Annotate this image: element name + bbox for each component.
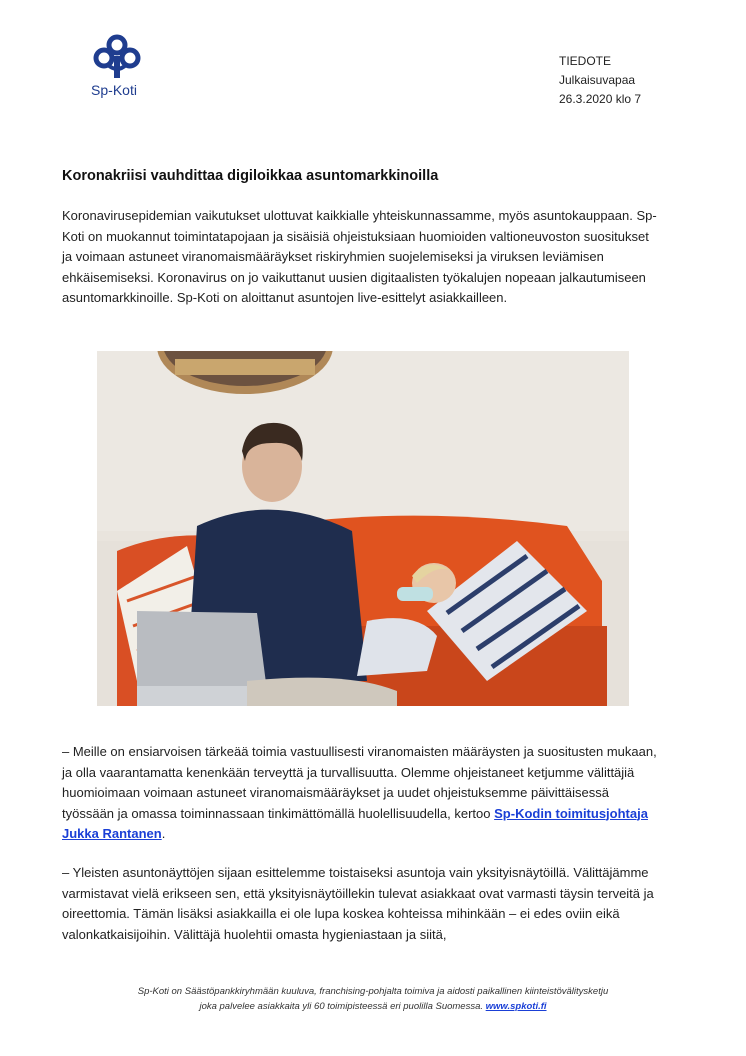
website-link[interactable]: www.spkoti.fi (485, 1001, 547, 1012)
quote-text: – Meille on ensiarvoisen tärkeää toimia vastuullisesti viranomaisten määräysten ja suositusten mukaan, ja olla vaarantamatta kenenkään terveyttä ja turvallisuutta. Olemme ohjeistaneet ketjumme välittäjiä huomioimaan voimaan astuneet viranomaismääräykset ja uudet ohjeistuksemme päivittäisessä työssään ja omassa toiminnassaan tinkimättömällä huolellisuudella, kertoo (62, 744, 657, 821)
showings-paragraph: – Yleisten asuntonäyttöjen sijaan esittelemme toistaiseksi asuntoja vain yksityisnäytöillä. Välittäjämme varmistavat vielä erikseen sen, että yksityisnäytöillekin tulevat asiakkaat ovat varmasti täysin terveitä ja oireettomia. Tämän lisäksi asiakkailla ei ole lupa koskea kohteissa mihinkään – ei edes oviin eikä valonkatkaisijoihin. Välittäjä huolehtii omasta hygieniastaan ja siitä, (62, 865, 654, 942)
doc-type: TIEDOTE (559, 54, 612, 68)
footer-line-1: Sp-Koti on Säästöpankkiryhmään kuuluva, franchising-pohjalta toimiva ja aidosti paikallinen kiinteistövälitysketju (137, 986, 609, 997)
release-date: 26.3.2020 klo 7 (559, 92, 642, 106)
logo-wordmark: Sp-Koti (91, 82, 137, 98)
release-status: Julkaisuvapaa (559, 73, 636, 87)
press-release-meta (559, 52, 641, 109)
footer-line-2 (0, 999, 746, 1014)
intro-paragraph: Koronavirusepidemian vaikutukset ulottuvat kaikkialle yhteiskunnassamme, myös asuntokauppaan. Sp-Koti on muokannut toimintatapojaan ja sisäisiä ohjeistuksiaan huomioiden valtioneuvoston suositukset ja voimaan astuneet viranomaismääräykset riskiryhmien suojelemiseksi ja viruksen leviämisen ehkäisemiseksi. Koronavirus on jo vaikuttanut uusien digitaalisten työkalujen nopeaan jalkautumiseen asuntomarkkinoille. Sp-Koti on aloittanut asuntojen live-esittelyt asiakkailleen. (62, 208, 657, 305)
page-title: Koronakriisi vauhdittaa digiloikkaa asuntomarkkinoilla (62, 168, 439, 184)
quote-paragraph (62, 742, 662, 845)
ceo-link[interactable]: Sp-Kodin toimitusjohtaja Jukka Rantanen (62, 805, 648, 841)
footer-line-2-text: joka palvelee asiakkaita yli 60 toimipisteessä eri puolilla Suomessa. (199, 1001, 486, 1012)
tree-logo-icon (92, 34, 142, 80)
quote-end: . (161, 826, 166, 841)
sp-koti-logo (86, 34, 148, 98)
article-photo (97, 351, 629, 706)
page-footer (0, 984, 746, 1014)
photo-man-child-sofa (97, 351, 629, 706)
